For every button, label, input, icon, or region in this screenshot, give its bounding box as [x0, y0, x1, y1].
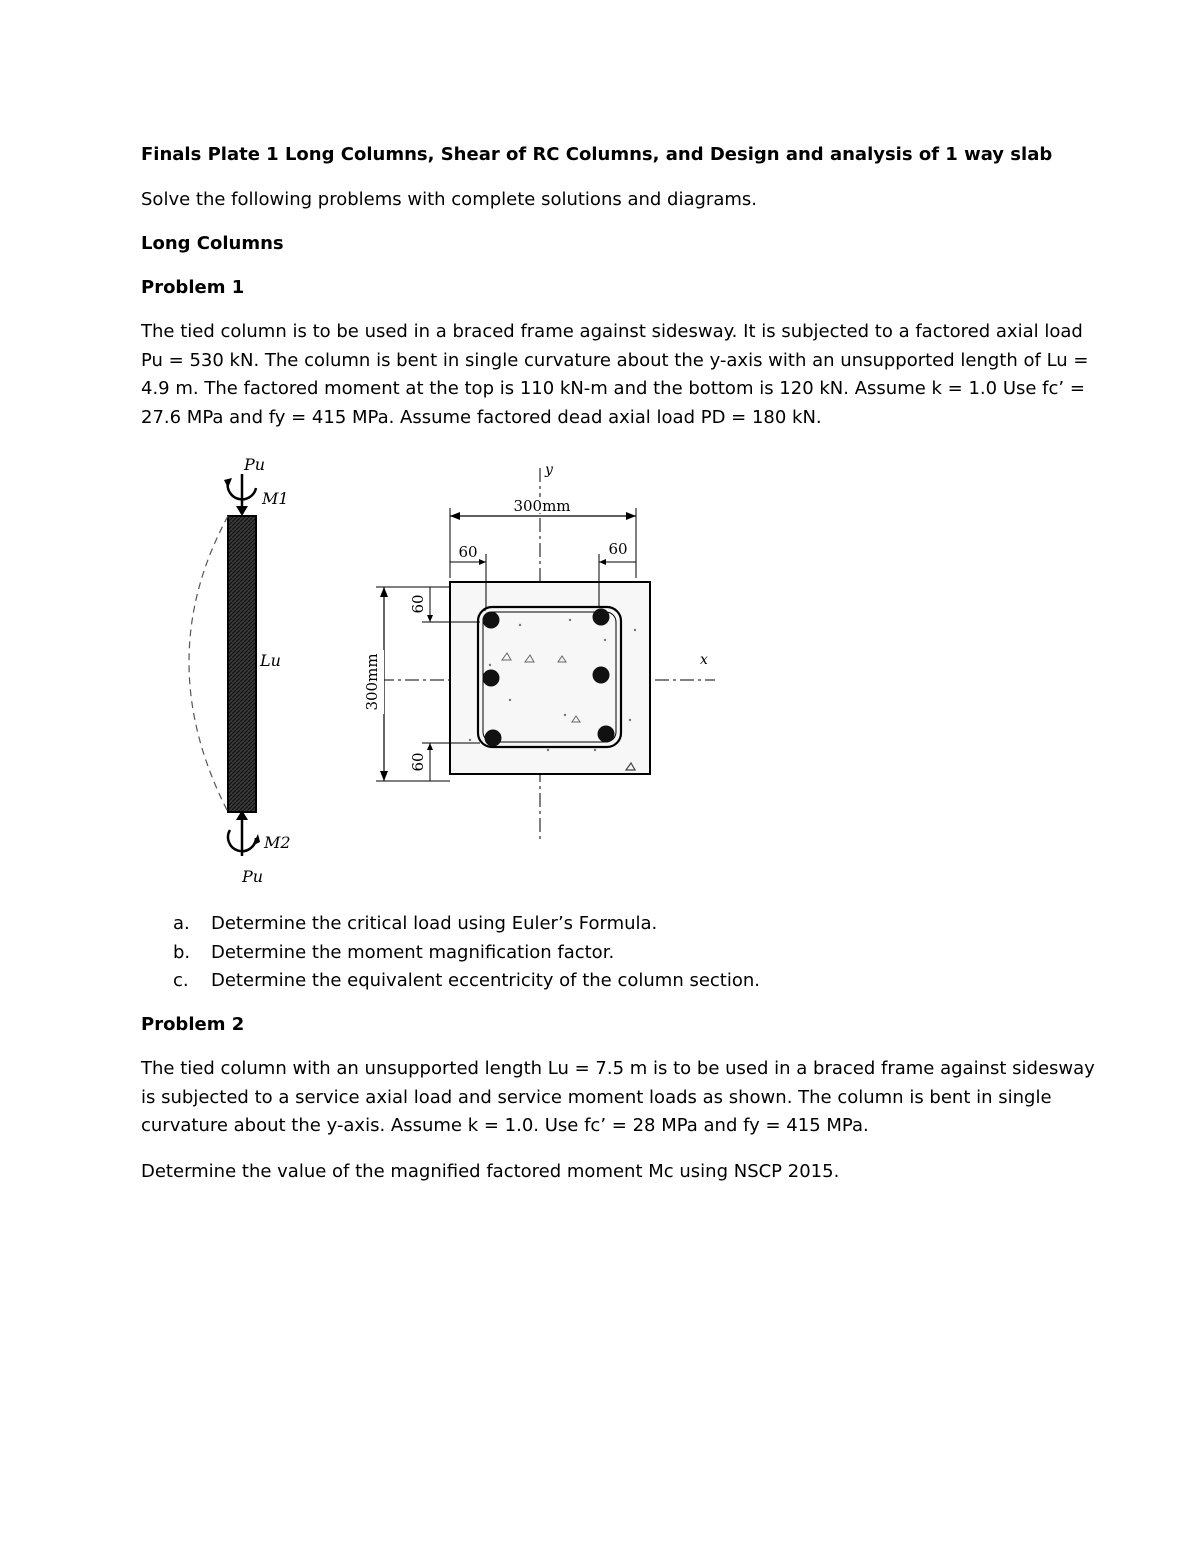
rebar-bar	[485, 730, 502, 747]
document-title: Finals Plate 1 Long Columns, Shear of RC Columns, and Design and analysis of 1 way slab	[141, 144, 1053, 165]
list-marker: a.	[173, 913, 190, 934]
problem2-line: is subjected to a service axial load and service moment loads as shown. The column is bent in single	[141, 1086, 1052, 1108]
column-section-figure	[350, 450, 730, 850]
height-dimension-label: 300mm	[363, 653, 381, 711]
list-item	[173, 910, 760, 939]
deflected-shape	[189, 516, 228, 812]
problem2-line: curvature about the y-axis. Assume k = 1.0. Use fc’ = 28 MPa and fy = 415 MPa.	[141, 1115, 869, 1136]
m1-label: M1	[262, 489, 289, 508]
problem1-line: The tied column is to be used in a braced frame against sidesway. It is subjected to a factored axial load	[141, 321, 1083, 342]
problem2-question: Determine the value of the magnified factored moment Mc using NSCP 2015.	[141, 1161, 840, 1182]
column-body	[228, 516, 256, 812]
problem1-statement	[141, 318, 1089, 432]
problem1-questions	[173, 910, 760, 996]
rebar-bar	[483, 670, 500, 687]
section-heading: Long Columns	[141, 233, 284, 254]
rebar-bar	[598, 726, 615, 743]
list-marker: c.	[173, 970, 189, 991]
width-dimension-label: 300mm	[513, 497, 571, 515]
pu-top-label: Pu	[244, 455, 266, 474]
list-marker: b.	[173, 941, 191, 963]
x-axis-label: x	[700, 652, 708, 668]
problem2-statement	[141, 1055, 1095, 1141]
problem1-heading: Problem 1	[141, 277, 245, 298]
list-item-text: Determine the critical load using Euler’s Formula.	[211, 913, 658, 934]
problem2-heading: Problem 2	[141, 1014, 245, 1035]
lu-label: Lu	[260, 651, 281, 670]
list-item-text: Determine the equivalent eccentricity of the column section.	[211, 970, 761, 991]
pu-bottom-label: Pu	[242, 867, 264, 886]
rebar-bar	[593, 667, 610, 684]
m2-label: M2	[264, 833, 291, 852]
rebar-bar	[483, 612, 500, 629]
y-axis-label: y	[545, 462, 553, 478]
problem1-line: Pu = 530 kN. The column is bent in single curvature about the y-axis with an unsupported length of Lu =	[141, 349, 1089, 371]
bottom-cover-label: 60	[409, 752, 427, 772]
right-cover-label: 60	[608, 540, 628, 558]
rebar-bar	[593, 609, 610, 626]
list-item-text: Determine the moment magnification factor.	[211, 941, 615, 963]
problem2-line: The tied column with an unsupported length Lu = 7.5 m is to be used in a braced frame against sidesway	[141, 1058, 1095, 1079]
left-cover-label: 60	[458, 543, 478, 561]
list-item	[173, 939, 760, 968]
column-elevation-figure	[180, 450, 310, 900]
problem1-line: 27.6 MPa and fy = 415 MPa. Assume factored dead axial load PD = 180 kN.	[141, 406, 822, 428]
problem1-line: 4.9 m. The factored moment at the top is 110 kN-m and the bottom is 120 kN. Assume k = 1.0 Use fc’ =	[141, 378, 1085, 399]
instructions-text: Solve the following problems with complete solutions and diagrams.	[141, 189, 757, 210]
top-cover-label: 60	[409, 594, 427, 614]
list-item	[173, 967, 760, 996]
